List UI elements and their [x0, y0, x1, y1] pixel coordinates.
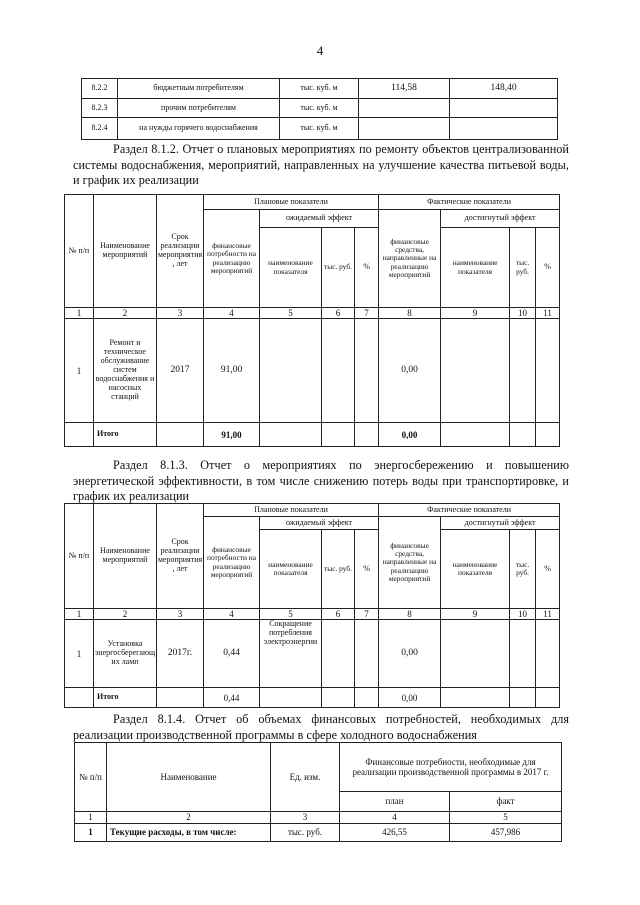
section-812-heading: Раздел 8.1.2. Отчет о плановых мероприятиях по ремонту объектов централизованной системы водоснабжения, мероприятий, направленных на улучшение качества питьевой воды, и график их реализации [73, 142, 569, 188]
row-name: прочим потребителям [118, 99, 280, 118]
row-name: Ремонт и техническое обслуживание систем водоснабжения и насосных станций [94, 319, 157, 423]
row-plan [359, 118, 450, 140]
header-num: № п/п [75, 743, 107, 812]
row-fin-need: 0,44 [204, 620, 260, 688]
col-number: 2 [94, 308, 157, 319]
col-number: 10 [510, 308, 536, 319]
header-percent: % [536, 228, 560, 308]
row-term: 2017 [157, 319, 204, 423]
header-name: Наименование мероприятий [94, 195, 157, 308]
section-814-heading: Раздел 8.1.4. Отчет об объемах финансовых потребностей, необходимых для реализации производственной программы в сфере холодного водоснабжения [73, 712, 569, 742]
header-fin: Финансовые потребности, необходимые для реализации производственной программы в 2017 г. [340, 743, 562, 792]
header-percent: % [536, 530, 560, 609]
col-number: 7 [355, 308, 379, 319]
header-expected: ожидаемый эффект [260, 517, 379, 530]
total-row [65, 423, 560, 447]
header-plan: план [340, 792, 450, 812]
header-thousand-rub: тыс. руб. [510, 530, 536, 609]
row-number: 1 [75, 824, 107, 842]
row-term: 2017г. [157, 620, 204, 688]
table-row [82, 99, 558, 118]
row-unit: тыс. куб. м [280, 118, 359, 140]
column-number-row [75, 812, 562, 824]
col-number: 9 [441, 308, 510, 319]
row-name: Текущие расходы, в том числе: [107, 824, 271, 842]
header-indicator-name: наименование показателя [441, 228, 510, 308]
col-number: 10 [510, 609, 536, 620]
header-unit: Ед. изм. [271, 743, 340, 812]
col-number: 3 [157, 308, 204, 319]
header-term: Срок реализации мероприятия, лет [157, 195, 204, 308]
table-row [65, 620, 560, 688]
row-number: 8.2.2 [82, 79, 118, 99]
header-thousand-rub: тыс. руб. [510, 228, 536, 308]
header-fin-need: финансовые потребности на реализацию мероприятий [204, 210, 260, 308]
col-number: 9 [441, 609, 510, 620]
col-number: 1 [65, 308, 94, 319]
row-fin-funds: 0,00 [379, 620, 441, 688]
col-number: 1 [65, 609, 94, 620]
col-number: 7 [355, 609, 379, 620]
header-num: № п/п [65, 195, 94, 308]
col-number: 5 [260, 308, 322, 319]
col-number: 4 [340, 812, 450, 824]
total-fin-need: 91,00 [204, 423, 260, 447]
header-fin-need: финансовые потребности на реализацию мероприятий [204, 517, 260, 609]
col-number: 5 [260, 609, 322, 620]
header-actual: Фактические показатели [379, 504, 560, 517]
header-num: № п/п [65, 504, 94, 609]
row-unit: тыс. руб. [271, 824, 340, 842]
row-plan: 426,55 [340, 824, 450, 842]
header-thousand-rub: тыс. руб. [322, 228, 355, 308]
row-name: на нужды горячего водоснабжения [118, 118, 280, 140]
row-fin-need: 91,00 [204, 319, 260, 423]
col-number: 6 [322, 609, 355, 620]
header-indicator-name: наименование показателя [441, 530, 510, 609]
header-fact: факт [450, 792, 562, 812]
row-name: бюджетным потребителям [118, 79, 280, 99]
header-planned: Плановые показатели [204, 195, 379, 210]
col-number: 3 [157, 609, 204, 620]
header-term: Срок реализации мероприятия, лет [157, 504, 204, 609]
page-number: 4 [316, 43, 324, 58]
row-number: 1 [65, 620, 94, 688]
header-name: Наименование мероприятий [94, 504, 157, 609]
col-number: 2 [107, 812, 271, 824]
row-number: 8.2.4 [82, 118, 118, 140]
header-percent: % [355, 530, 379, 609]
row-indicator: Сокращение потребления электроэнергии [260, 620, 322, 688]
row-fact [450, 99, 558, 118]
column-number-row [65, 308, 560, 319]
total-fin-need: 0,44 [204, 688, 260, 708]
table-row [82, 79, 558, 99]
col-number: 2 [94, 609, 157, 620]
header-fin-funds: финансовые средства, направленные на реализацию мероприятий [379, 210, 441, 308]
col-number: 11 [536, 609, 560, 620]
header-actual: Фактические показатели [379, 195, 560, 210]
col-number: 4 [204, 308, 260, 319]
total-label: Итого [94, 688, 157, 708]
table-812 [64, 194, 560, 447]
header-fin-funds: финансовые средства, направленные на реализацию мероприятий [379, 517, 441, 609]
col-number: 5 [450, 812, 562, 824]
row-plan [359, 99, 450, 118]
row-unit: тыс. куб. м [280, 99, 359, 118]
header-percent: % [355, 228, 379, 308]
col-number: 8 [379, 609, 441, 620]
table-814 [74, 742, 562, 842]
table-row [65, 319, 560, 423]
table-row [82, 118, 558, 140]
top-table [81, 78, 558, 140]
total-row [65, 688, 560, 708]
row-name: Установка энергосберегающих ламп [94, 620, 157, 688]
header-planned: Плановые показатели [204, 504, 379, 517]
table-row [75, 824, 562, 842]
header-name: Наименование [107, 743, 271, 812]
header-expected: ожидаемый эффект [260, 210, 379, 228]
header-indicator-name: наименование показателя [260, 228, 322, 308]
row-fin-funds: 0,00 [379, 319, 441, 423]
header-achieved: достигнутый эффект [441, 210, 560, 228]
total-fin-funds: 0,00 [379, 688, 441, 708]
col-number: 8 [379, 308, 441, 319]
header-thousand-rub: тыс. руб. [322, 530, 355, 609]
col-number: 11 [536, 308, 560, 319]
header-achieved: достигнутый эффект [441, 517, 560, 530]
col-number: 1 [75, 812, 107, 824]
row-plan: 114,58 [359, 79, 450, 99]
table-813 [64, 503, 560, 708]
header-indicator-name: наименование показателя [260, 530, 322, 609]
row-fact: 148,40 [450, 79, 558, 99]
total-fin-funds: 0,00 [379, 423, 441, 447]
total-label: Итого [94, 423, 157, 447]
row-fact: 457,986 [450, 824, 562, 842]
col-number: 4 [204, 609, 260, 620]
section-813-heading: Раздел 8.1.3. Отчет о мероприятиях по энергосбережению и повышению энергетической эффективности, в том числе снижению потерь воды при транспортировке, и график их реализации [73, 458, 569, 504]
col-number: 6 [322, 308, 355, 319]
row-number: 1 [65, 319, 94, 423]
row-number: 8.2.3 [82, 99, 118, 118]
row-unit: тыс. куб. м [280, 79, 359, 99]
row-fact [450, 118, 558, 140]
column-number-row [65, 609, 560, 620]
col-number: 3 [271, 812, 340, 824]
